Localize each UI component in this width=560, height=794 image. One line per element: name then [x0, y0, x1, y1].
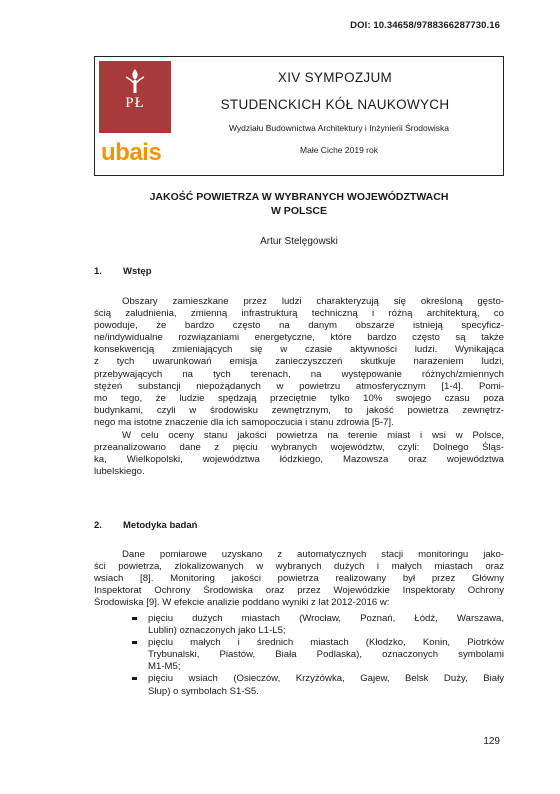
list-item-line: pięciu wsiach (Osieczów, Krzyżówka, Gajew, Belsk Duży, Biały: [148, 673, 504, 685]
paragraph-line: wsiach [8]. Monitoring jakości powietrza realizowany był przez Główny: [94, 573, 504, 585]
paragraph-line: ścią zaludnienia, zmienną infrastrukturą techniczną i różną architekturą, co: [94, 308, 504, 320]
paragraph-line: W celu oceny stanu jakości powietrza na terenie miast i wsi w Polsce,: [122, 430, 504, 441]
station-list: [128, 613, 504, 698]
article-title: [94, 190, 504, 218]
section1-paragraph2: [94, 430, 504, 478]
bullet-marker-icon: [132, 677, 137, 680]
paragraph-line: przeanalizowano dane z pięciu wybranych województw, czyli: Dolnego Śląs-: [94, 442, 504, 454]
paragraph-line: nego ma istotne znaczenie dla ich samopoczucia i stanu zdrowia [5-7].: [94, 416, 394, 428]
list-item-line: pięciu dużych miastach (Wrocław, Poznań, Łódź, Warszawa,: [148, 613, 504, 624]
ubais-logo-text: ubais: [101, 139, 162, 166]
symposium-header: [94, 56, 504, 176]
doi-label: DOI: 10.34658/9788366287730.16: [350, 20, 500, 31]
paragraph-line: Środowiska [9]. W efekcie analizie poddano wyniki z lat 2012-2016 w:: [94, 597, 390, 609]
section1-title: Wstęp: [123, 266, 152, 277]
section2-title: Metodyka badań: [123, 520, 198, 531]
symposium-date: Małe Ciche 2019 rok: [300, 145, 378, 155]
university-logo: [99, 61, 171, 133]
symposium-title-line2: STUDENCKICH KÓŁ NAUKOWYCH: [220, 97, 450, 112]
paragraph-line: przebywających na tych terenach, na występowanie różnych/zmiennych: [94, 368, 504, 380]
ubais-logo: [99, 141, 187, 171]
paragraph-line: stężeń substancji niepożądanych w powietrzu atmosferycznym [1-4]. Pomi-: [94, 380, 504, 392]
section1-paragraph1: [94, 296, 504, 429]
paragraph-line: budynkami, czyli w środowisku zewnętrznym, to jakość powietrza zewnętrz-: [94, 404, 504, 416]
article-title-line1: JAKOŚĆ POWIETRZA W WYBRANYCH WOJEWÓDZTWACH: [149, 191, 449, 203]
article-title-line2: W POLSCE: [270, 205, 327, 217]
paragraph-line: mo tego, że ludzie spędzają przeciętnie tylko 10% swojego czasu poza: [94, 392, 504, 404]
symposium-title-line1: XIV SYMPOZJUM: [277, 70, 393, 85]
section2-number: 2.: [94, 520, 102, 531]
paragraph-line: Dane pomiarowe uzyskano z automatycznych stacji monitoringu jako-: [122, 549, 504, 560]
section2-paragraph1: [94, 549, 504, 609]
section1-number: 1.: [94, 266, 102, 277]
paragraph-line: ści powietrza, zlokalizowanych w wybranych dużych i małych miastach oraz: [94, 561, 504, 573]
paragraph-line: ne/indywidualne rozwiązaniami energetyczne, które bardzo często są także: [94, 332, 504, 344]
list-item: [128, 673, 504, 697]
author-name: Artur Stelęgowski: [260, 236, 338, 247]
paragraph-line: lubelskiego.: [94, 466, 145, 478]
list-item-line: Lublin) oznaczonych jako L1-L5;: [148, 625, 286, 637]
paragraph-line: Inspektorat Ochrony Środowiska oraz przez Wojewódzkie Inspektoraty Ochrony: [94, 585, 504, 597]
list-item: [128, 637, 504, 673]
paragraph-line: powoduje, że bardzo często na danym obszarze istnieją specyficz-: [94, 320, 504, 332]
torch-emblem-icon: [123, 67, 147, 95]
page-number: 129: [483, 736, 500, 747]
bullet-marker-icon: [132, 641, 137, 644]
bullet-marker-icon: [132, 617, 137, 620]
list-item-line: Trybunalski, Piastów, Biała Podlaska), oznaczonych symbolami: [148, 649, 504, 661]
list-item-line: pięciu małych i średnich miastach (Kłodzko, Konin, Piotrków: [148, 637, 504, 649]
paragraph-line: konsekwencją zmieniających się w czasie aktywności ludzi. Wynikająca: [94, 344, 504, 356]
list-item-line: Słup) o symbolach S1-S5.: [148, 685, 259, 697]
list-item: [128, 613, 504, 637]
university-logo-text: PŁ: [125, 95, 145, 111]
paragraph-line: ka, Wielkopolski, województwa łódzkiego, Mazowsza oraz województwa: [94, 454, 504, 466]
paragraph-line: z tych uwarunkowań emisja zanieczyszczeń skutkuje narażeniem ludzi,: [94, 356, 504, 368]
paragraph-line: Obszary zamieszkane przez ludzi charakteryzują się określoną gęsto-: [122, 296, 504, 307]
faculty-subtitle: Wydziału Budownictwa Architektury i Inżynierii Środowiska: [228, 123, 450, 133]
list-item-line: M1-M5;: [148, 661, 181, 673]
